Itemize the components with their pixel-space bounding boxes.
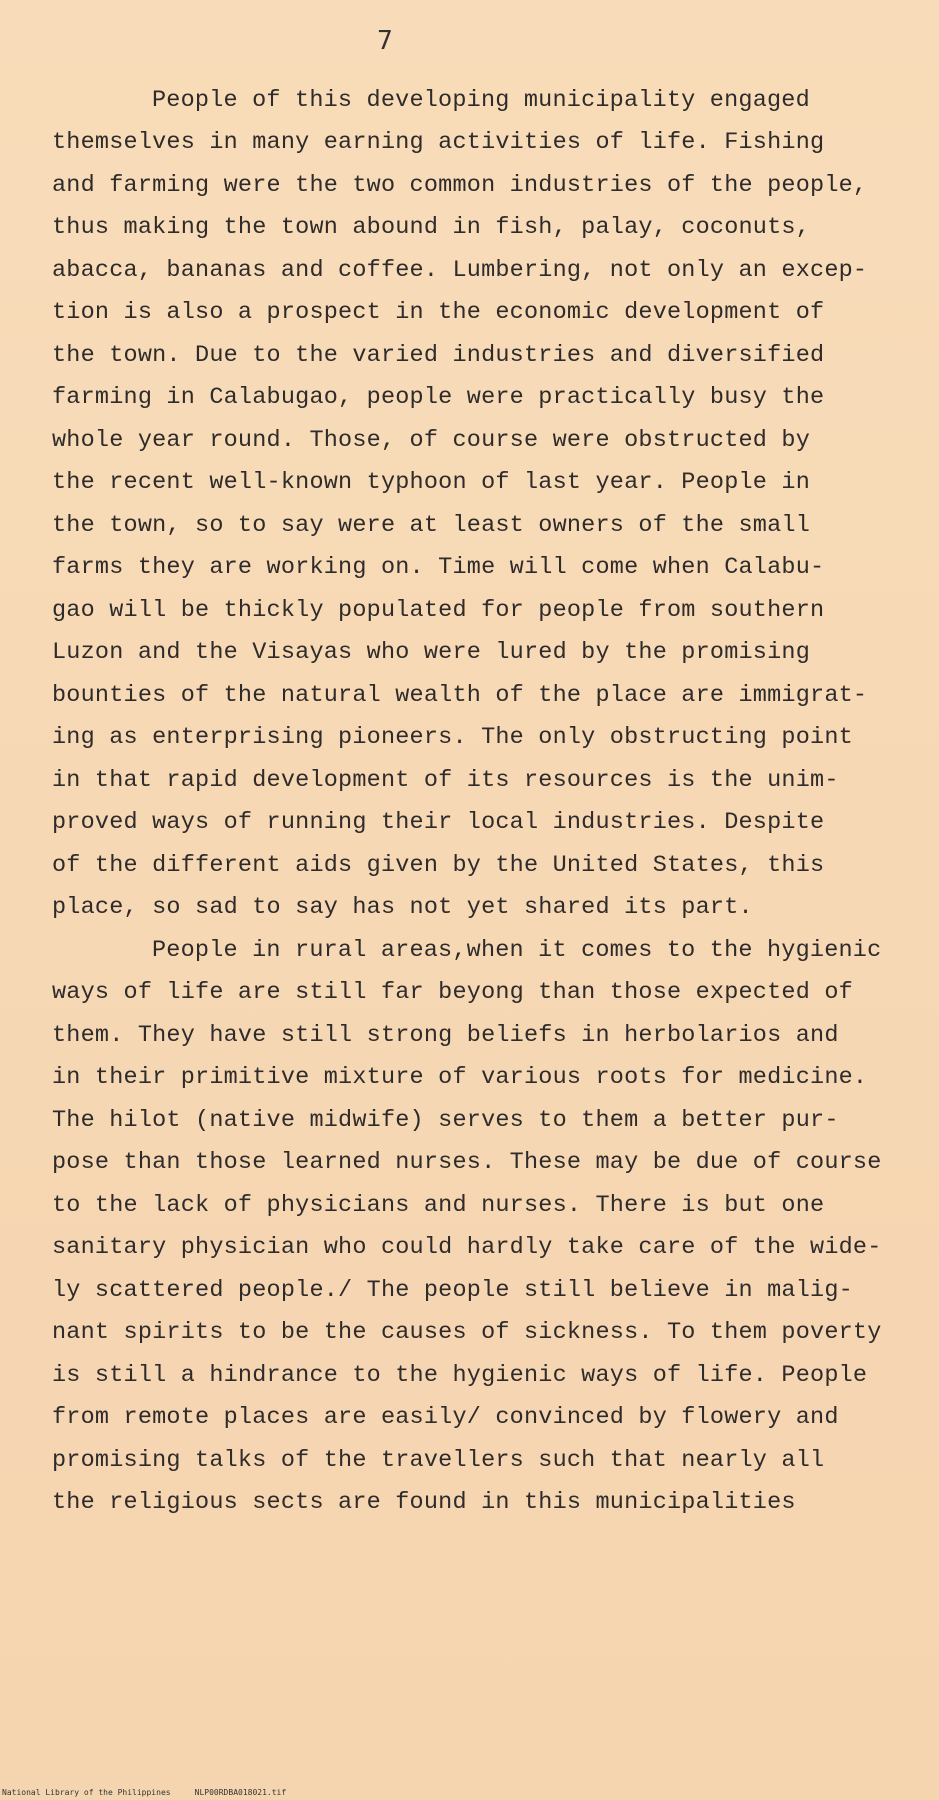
text-line: pose than those learned nurses. These may be due of course <box>52 1149 882 1176</box>
text-line: ways of life are still far beyong than those expected of <box>52 979 853 1006</box>
text-line: whole year round. Those, of course were obstructed by <box>52 427 811 454</box>
text-line: place, so sad to say has not yet shared its part. <box>52 894 753 921</box>
scan-footer: National Library of the Philippines NLP00RDBA018021.tif <box>2 1788 287 1797</box>
text-line: tion is also a prospect in the economic development of <box>52 299 825 326</box>
text-line: abacca, bananas and coffee. Lumbering, not only an excep- <box>52 257 868 284</box>
text-line: the recent well-known typhoon of last year. People in <box>52 469 811 496</box>
text-line: Luzon and the Visayas who were lured by the promising <box>52 639 811 666</box>
text-line: proved ways of running their local industries. Despite <box>52 809 825 836</box>
text-line: thus making the town abound in fish, palay, coconuts, <box>52 214 811 241</box>
text-line: in their primitive mixture of various roots for medicine. <box>52 1064 868 1091</box>
text-line: in that rapid development of its resources is the unim- <box>52 767 839 794</box>
text-line: to the lack of physicians and nurses. There is but one <box>52 1192 825 1219</box>
text-line: nant spirits to be the causes of sickness. To them poverty <box>52 1319 882 1346</box>
text-line: from remote places are easily/ convinced by flowery and <box>52 1404 839 1431</box>
text-line: themselves in many earning activities of life. Fishing <box>52 129 825 156</box>
text-line: farms they are working on. Time will come when Calabu- <box>52 554 825 581</box>
text-line: bounties of the natural wealth of the place are immigrat- <box>52 682 868 709</box>
text-line: of the different aids given by the United States, this <box>52 852 825 879</box>
text-line: the town. Due to the varied industries and diversified <box>52 342 825 369</box>
page-number: 7 <box>377 26 393 56</box>
text-line: The hilot (native midwife) serves to them a better pur- <box>52 1107 839 1134</box>
text-line: and farming were the two common industries of the people, <box>52 172 868 199</box>
text-line: farming in Calabugao, people were practically busy the <box>52 384 825 411</box>
text-line: the religious sects are found in this municipalities <box>52 1489 796 1516</box>
text-line: People in rural areas,when it comes to the hygienic <box>152 937 882 964</box>
text-line: gao will be thickly populated for people from southern <box>52 597 825 624</box>
text-line: ing as enterprising pioneers. The only obstructing point <box>52 724 853 751</box>
text-line: is still a hindrance to the hygienic ways of life. People <box>52 1362 868 1389</box>
text-line: promising talks of the travellers such that nearly all <box>52 1447 825 1474</box>
text-line: sanitary physician who could hardly take care of the wide- <box>52 1234 882 1261</box>
text-line: People of this developing municipality engaged <box>152 87 810 114</box>
text-line: them. They have still strong beliefs in herbolarios and <box>52 1022 839 1049</box>
text-line: the town, so to say were at least owners of the small <box>52 512 811 539</box>
text-line: ly scattered people./ The people still believe in malig- <box>52 1277 853 1304</box>
